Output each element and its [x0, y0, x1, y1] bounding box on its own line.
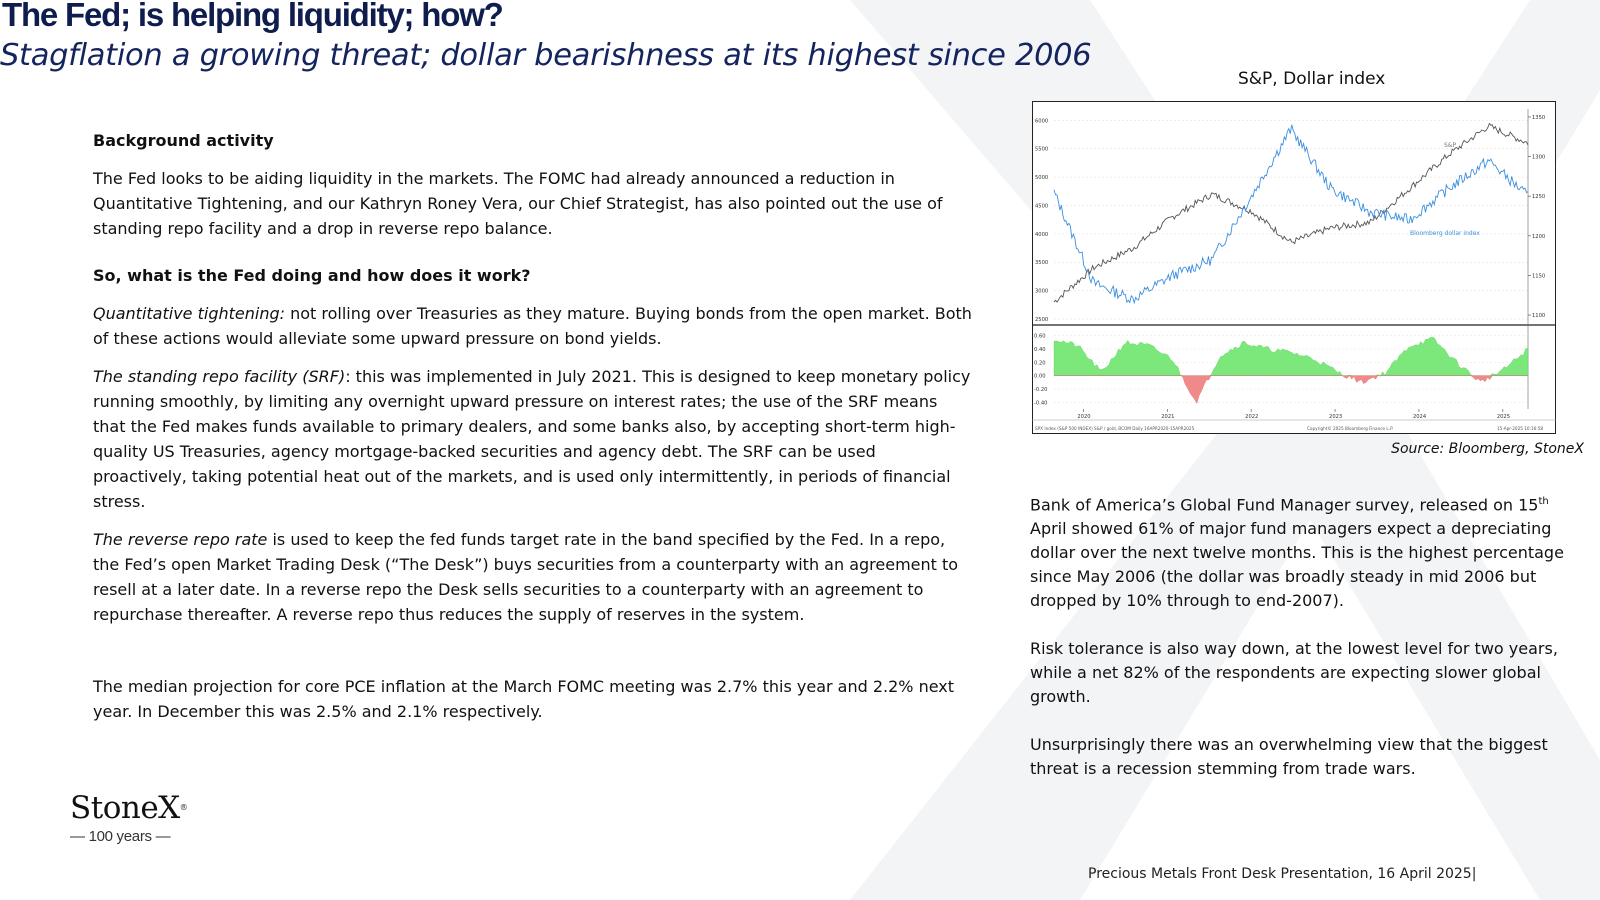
stonex-logo: [70, 792, 187, 845]
term-qt: Quantitative tightening:: [93, 304, 285, 323]
chart-source: Source: Bloomberg, StoneX: [1391, 441, 1584, 457]
term-srf: The standing repo facility (SRF): [93, 367, 346, 386]
page-title: The Fed; is helping liquidity; how?: [2, 0, 503, 33]
right-text-column: [1030, 490, 1570, 781]
footer-text: Precious Metals Front Desk Presentation, 16 April 2025|: [1088, 866, 1477, 882]
corr-tick-5: -0.40: [1034, 400, 1048, 407]
label-dollar-index: Bloomberg dollar index: [1410, 230, 1480, 237]
corr-tick-3: 0.00: [1034, 373, 1046, 380]
right-tick-4: 1150: [1532, 273, 1546, 280]
x-tick-3: 2023: [1329, 414, 1343, 420]
x-tick-1: 2021: [1161, 414, 1175, 420]
left-tick-6: 3000: [1035, 288, 1049, 295]
right-tick-2: 1250: [1532, 194, 1546, 201]
left-tick-7: 2500: [1035, 317, 1049, 323]
logo-name: StoneX: [70, 790, 180, 826]
paragraph-background: The Fed looks to be aiding liquidity in the markets. The FOMC had already announced a reduction in Quantitative Tightening, and our Kathryn Roney Vera, our Chief Strategist, has also pointed out the use of standing repo facility and a drop in reverse repo balance.: [93, 169, 943, 238]
heading-fed-doing: So, what is the Fed doing and how does it work?: [93, 266, 531, 285]
x-tick-0: 2020: [1077, 414, 1091, 420]
term-reverse-repo: The reverse repo rate: [93, 530, 268, 549]
chart-title: S&P, Dollar index: [1238, 69, 1386, 89]
paragraph-trade-wars: Unsurprisingly there was an overwhelming view that the biggest threat is a recession stemming from trade wars.: [1030, 735, 1548, 779]
left-tick-0: 6000: [1035, 118, 1049, 125]
chart-sp-dollar: [1032, 101, 1556, 434]
logo-mark: ®: [179, 803, 188, 812]
corr-tick-4: -0.20: [1034, 387, 1048, 393]
corr-tick-0: 0.60: [1034, 333, 1046, 340]
corr-tick-2: 0.20: [1034, 360, 1046, 367]
left-tick-4: 4000: [1035, 231, 1049, 238]
text-survey-pre: Bank of America’s Global Fund Manager survey, released on 15: [1030, 495, 1539, 515]
right-tick-5: 1100: [1532, 313, 1546, 320]
logo-years: — 100 years —: [70, 828, 171, 845]
left-tick-5: 3500: [1035, 260, 1049, 267]
right-tick-3: 1200: [1532, 233, 1546, 240]
chart-footer-left: SPX Index (S&P 500 INDEX) S&P / gold, BCOM Daily 16APR2020-15APR2025: [1035, 426, 1195, 431]
x-tick-5: 2025: [1496, 414, 1511, 420]
paragraph-reverse-repo: [93, 527, 973, 627]
chart-svg: [1032, 101, 1556, 434]
right-tick-0: 1350: [1532, 114, 1546, 121]
text-qt: not rolling over Treasuries as they mature. Buying bonds from the open market. Both of these actions would alleviate some upward pressure on bond yields.: [93, 304, 972, 348]
left-tick-2: 5000: [1035, 175, 1049, 182]
text-reverse-repo: is used to keep the fed funds target rate in the band specified by the Fed. In a repo, the Fed’s open Market Trading Desk (“The Desk”) buys securities from a counterparty with an agreement to resell at a later date. In a reverse repo the Desk sells securities to a counterparty with an agreement to repurchase thereafter. A reverse repo thus reduces the supply of reserves in the system.: [93, 530, 959, 624]
paragraph-qt: [93, 301, 973, 351]
paragraph-fund-survey: [1030, 490, 1570, 613]
paragraph-srf: [93, 364, 973, 514]
left-tick-1: 5500: [1035, 146, 1049, 153]
page-subtitle: Stagflation a growing threat; dollar bearishness at its highest since 2006: [0, 38, 1092, 73]
paragraph-risk-tolerance: Risk tolerance is also way down, at the lowest level for two years, while a net 82% of the respondents are expecting slower global growth.: [1030, 639, 1558, 707]
corr-tick-1: 0.40: [1034, 347, 1046, 353]
text-survey-post: April showed 61% of major fund managers expect a depreciating dollar over the next twelve months. This is the highest percentage since May 2006 (the dollar was broadly steady in mid 2006 but dropped by 10% through to end-2007).: [1030, 519, 1564, 611]
right-tick-1: 1300: [1532, 154, 1546, 161]
left-tick-3: 4500: [1035, 203, 1049, 210]
label-sp: S&P: [1444, 142, 1457, 149]
chart-footer-right: 15-Apr-2025 10:16:58: [1497, 426, 1544, 431]
text-survey-sup: th: [1538, 496, 1549, 507]
heading-background-activity: Background activity: [93, 131, 274, 150]
chart-footer-mid: Copyright© 2025 Bloomberg Finance L.P.: [1307, 426, 1394, 431]
text-srf: : this was implemented in July 2021. This is designed to keep monetary policy running smoothly, by limiting any overnight upward pressure on interest rates; the use of the SRF means that the Fed makes funds available to primary dealers, and some banks also, by accepting short-term high-quality US Treasuries, agency mortgage-backed securities and agency debt. The SRF can be used proactively, taking potential heat out of the markets, and is used only intermittently, in periods of financial stress.: [93, 367, 971, 511]
x-tick-4: 2024: [1412, 414, 1427, 420]
paragraph-pce: The median projection for core PCE inflation at the March FOMC meeting was 2.7% this year and 2.2% next year. In December this was 2.5% and 2.1% respectively.: [93, 677, 955, 721]
x-tick-2: 2022: [1245, 414, 1259, 420]
left-text-column: [93, 126, 973, 724]
